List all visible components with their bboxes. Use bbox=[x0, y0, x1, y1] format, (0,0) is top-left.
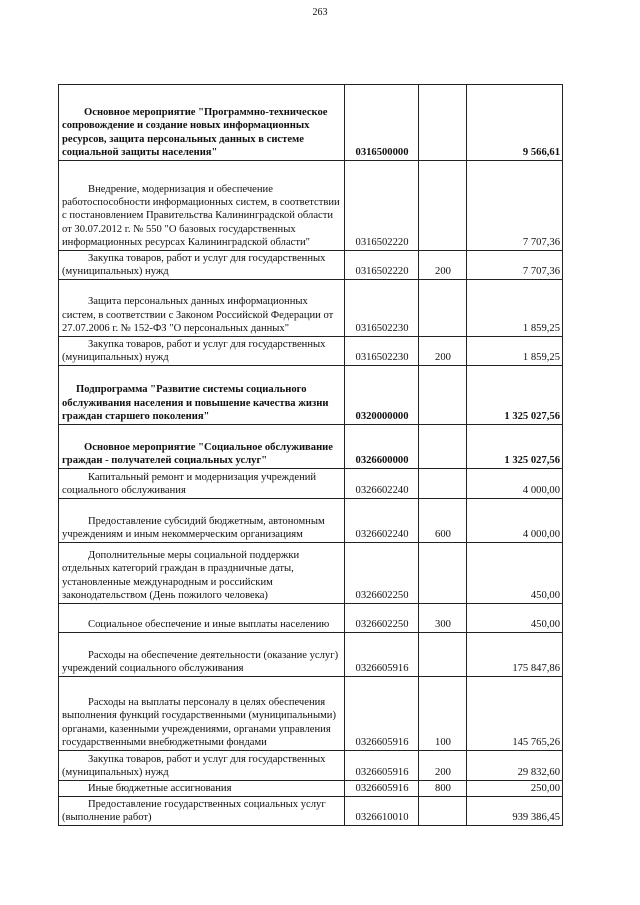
table-row bbox=[59, 543, 563, 604]
row-amount: 4 000,00 bbox=[467, 499, 563, 543]
row-code: 0326605916 bbox=[345, 781, 419, 797]
row-amount: 939 386,45 bbox=[467, 797, 563, 826]
row-code: 0326610010 bbox=[345, 797, 419, 826]
row-code: 0326605916 bbox=[345, 677, 419, 751]
row-code: 0326605916 bbox=[345, 633, 419, 677]
row-name: Предоставление государственных социальных услуг (выполнение работ) bbox=[59, 797, 345, 826]
table-row bbox=[59, 251, 563, 280]
row-amount: 1 325 027,56 bbox=[467, 425, 563, 469]
table-row bbox=[59, 633, 563, 677]
row-expense-type: 200 bbox=[419, 251, 467, 280]
row-expense-type bbox=[419, 85, 467, 161]
row-code: 0320000000 bbox=[345, 366, 419, 425]
row-amount: 1 859,25 bbox=[467, 280, 563, 337]
row-expense-type bbox=[419, 366, 467, 425]
row-name: Предоставление субсидий бюджетным, автономным учреждениям и иным некоммерческим организациям bbox=[59, 499, 345, 543]
row-code: 0326605916 bbox=[345, 751, 419, 781]
row-name: Иные бюджетные ассигнования bbox=[59, 781, 345, 797]
row-code: 0316502230 bbox=[345, 337, 419, 366]
table-row bbox=[59, 751, 563, 781]
row-expense-type bbox=[419, 469, 467, 499]
table-row bbox=[59, 425, 563, 469]
row-code: 0316502230 bbox=[345, 280, 419, 337]
row-code: 0316500000 bbox=[345, 85, 419, 161]
table-row bbox=[59, 677, 563, 751]
row-expense-type: 600 bbox=[419, 499, 467, 543]
row-name: Закупка товаров, работ и услуг для государственных (муниципальных) нужд bbox=[59, 751, 345, 781]
budget-table bbox=[58, 84, 563, 826]
row-code: 0316502220 bbox=[345, 251, 419, 280]
row-name: Расходы на выплаты персоналу в целях обеспечения выполнения функций государственными (муниципальными) органами, казенными учреждениями, органами управления государственными внебюджетными фондами bbox=[59, 677, 345, 751]
row-name: Внедрение, модернизация и обеспечение работоспособности информационных систем, в соответствии с постановлением Правительства Калининградской области от 30.07.2012 г. № 550 "О базовых государственных информационных ресурсах Калининградской области" bbox=[59, 161, 345, 251]
row-name: Закупка товаров, работ и услуг для государственных (муниципальных) нужд bbox=[59, 337, 345, 366]
row-expense-type bbox=[419, 543, 467, 604]
row-expense-type bbox=[419, 425, 467, 469]
row-name: Основное мероприятие "Социальное обслуживание граждан - получателей социальных услуг" bbox=[59, 425, 345, 469]
row-name: Защита персональных данных информационных систем, в соответствии с Законом Российской Федерации от 27.07.2006 г. № 152-ФЗ "О персональных данных" bbox=[59, 280, 345, 337]
row-amount: 29 832,60 bbox=[467, 751, 563, 781]
table-row bbox=[59, 85, 563, 161]
table-row bbox=[59, 469, 563, 499]
row-code: 0326602240 bbox=[345, 469, 419, 499]
row-amount: 175 847,86 bbox=[467, 633, 563, 677]
row-amount: 9 566,61 bbox=[467, 85, 563, 161]
row-expense-type: 100 bbox=[419, 677, 467, 751]
row-amount: 7 707,36 bbox=[467, 251, 563, 280]
row-code: 0316502220 bbox=[345, 161, 419, 251]
row-expense-type bbox=[419, 161, 467, 251]
row-amount: 250,00 bbox=[467, 781, 563, 797]
row-name: Капитальный ремонт и модернизация учреждений социального обслуживания bbox=[59, 469, 345, 499]
table-row bbox=[59, 604, 563, 633]
table-row bbox=[59, 161, 563, 251]
table-row bbox=[59, 280, 563, 337]
row-code: 0326602240 bbox=[345, 499, 419, 543]
row-name: Подпрограмма "Развитие системы социального обслуживания населения и повышение качества жизни граждан старшего поколения" bbox=[59, 366, 345, 425]
row-amount: 1 859,25 bbox=[467, 337, 563, 366]
budget-table-body bbox=[59, 85, 563, 826]
row-name: Расходы на обеспечение деятельности (оказание услуг) учреждений социального обслуживания bbox=[59, 633, 345, 677]
row-expense-type bbox=[419, 280, 467, 337]
row-amount: 1 325 027,56 bbox=[467, 366, 563, 425]
row-code: 0326602250 bbox=[345, 543, 419, 604]
row-name: Основное мероприятие "Программно-техническое сопровождение и создание новых информационных ресурсов, защита персональных данных в системе социальной защиты населения" bbox=[59, 85, 345, 161]
page-number: 263 bbox=[312, 7, 328, 18]
table-row bbox=[59, 781, 563, 797]
row-amount: 145 765,26 bbox=[467, 677, 563, 751]
table-row bbox=[59, 366, 563, 425]
row-expense-type: 200 bbox=[419, 751, 467, 781]
row-amount: 7 707,36 bbox=[467, 161, 563, 251]
row-name: Социальное обеспечение и иные выплаты населению bbox=[59, 604, 345, 633]
row-code: 0326600000 bbox=[345, 425, 419, 469]
row-expense-type bbox=[419, 797, 467, 826]
row-expense-type: 800 bbox=[419, 781, 467, 797]
row-code: 0326602250 bbox=[345, 604, 419, 633]
row-amount: 4 000,00 bbox=[467, 469, 563, 499]
table-row bbox=[59, 337, 563, 366]
row-name: Дополнительные меры социальной поддержки отдельных категорий граждан в праздничные даты, установленные международным и российским законодательством (День пожилого человека) bbox=[59, 543, 345, 604]
row-amount: 450,00 bbox=[467, 604, 563, 633]
row-amount: 450,00 bbox=[467, 543, 563, 604]
table-row bbox=[59, 797, 563, 826]
row-name: Закупка товаров, работ и услуг для государственных (муниципальных) нужд bbox=[59, 251, 345, 280]
row-expense-type bbox=[419, 633, 467, 677]
row-expense-type: 200 bbox=[419, 337, 467, 366]
row-expense-type: 300 bbox=[419, 604, 467, 633]
table-row bbox=[59, 499, 563, 543]
